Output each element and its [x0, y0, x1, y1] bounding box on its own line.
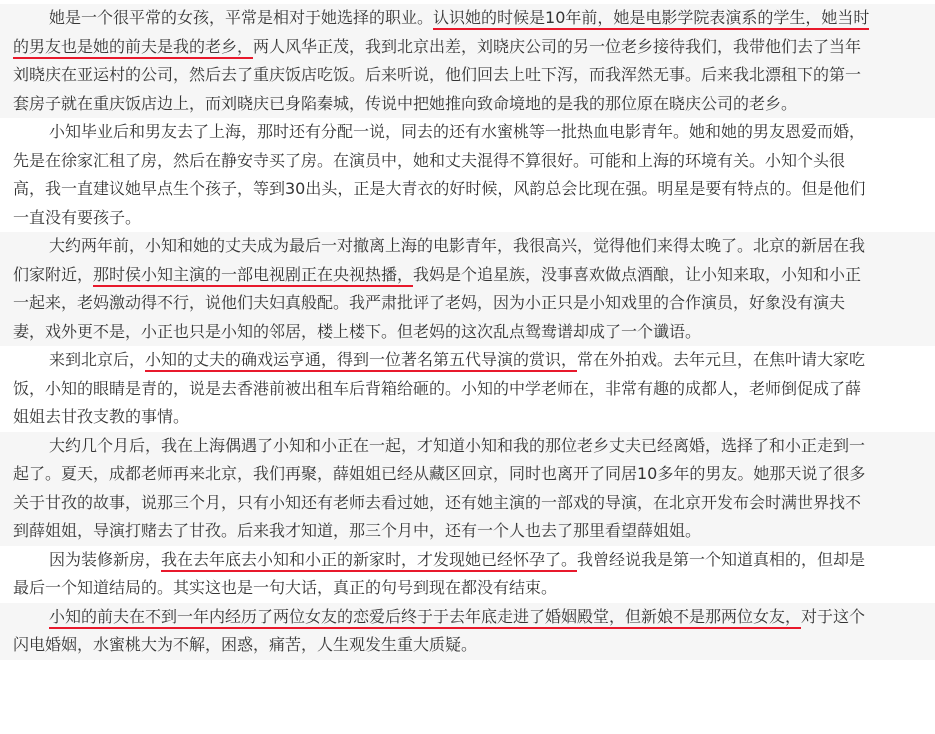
text-segment: 来到北京后，	[49, 350, 146, 369]
text-line	[13, 375, 927, 404]
text-line	[13, 261, 927, 290]
text-line	[13, 517, 927, 546]
text-segment: 大约几个月后，我在上海偶遇了小知和小正在一起，才知道小知和我的那位老乡丈夫已经离婚，选择了和小正走到一	[49, 435, 866, 455]
text-line	[13, 4, 927, 33]
text-line	[13, 204, 927, 233]
text-segment: 到薛姐姐，导演打赌去了甘孜。后来我才知道，那三个月中，还有一个人也去了那里看望薛姐姐。	[13, 521, 702, 540]
highlighted-text: 小知的前夫在不到一年内经历了两位女友的恋爱后终于于去年底走进了婚姻殿堂，但新娘不是那两位女友，	[49, 607, 801, 629]
text-line	[13, 546, 927, 575]
text-segment: 姐姐去甘孜支教的事情。	[13, 407, 190, 426]
text-line	[13, 346, 927, 375]
text-segment: 最后一个知道结局的。其实这也是一句大话，真正的句号到现在都没有结束。	[13, 578, 558, 597]
text-line	[13, 460, 927, 489]
text-segment: 们家附近，	[13, 264, 94, 284]
text-line	[13, 432, 927, 461]
paragraph-4	[0, 346, 935, 432]
text-segment: 两人风华正茂，我到北京出差，刘晓庆公司的另一位老乡接待我们，我带他们去了当年	[253, 36, 862, 56]
text-segment: 常在外拍戏。去年元旦，在焦叶请大家吃	[577, 350, 866, 369]
text-segment: 对于这个	[801, 606, 866, 626]
text-line	[13, 631, 927, 660]
text-segment: 刘晓庆在亚运村的公司，然后去了重庆饭店吃饭。后来听说，他们回去上吐下泻，而我浑然无事。后来我北漂租下的第一	[13, 65, 862, 84]
text-segment: 我妈是个追星族，没事喜欢做点酒酿，让小知来取，小知和小正	[413, 264, 862, 284]
paragraph-3	[0, 232, 935, 346]
text-segment: 她是一个很平常的女孩，平常是相对于她选择的职业。	[49, 8, 434, 27]
highlighted-text: 我在去年底去小知和小正的新家时，才发现她已经怀孕了。	[161, 550, 577, 572]
text-segment: 起了。夏天，成都老师再来北京，我们再聚，薛姐姐已经从藏区回京，同时也离开了同居10多年的男友。她那天说了很多	[13, 464, 866, 483]
text-line	[13, 61, 927, 90]
text-line	[13, 574, 927, 603]
highlighted-text: 那时侯小知主演的一部电视剧正在央视热播，	[93, 265, 413, 287]
text-segment: 关于甘孜的故事，说那三个月，只有小知还有老师去看过她，还有她主演的一部戏的导演，在北京开发布会时满世界找不	[13, 492, 862, 512]
text-line	[13, 489, 927, 518]
text-segment: 一直没有要孩子。	[13, 207, 142, 227]
text-line	[13, 232, 927, 261]
text-line	[13, 318, 927, 347]
highlighted-text: 小知的丈夫的确戏运亨通，得到一位著名第五代导演的赏识，	[145, 350, 577, 372]
highlighted-text: 认识她的时候是10年前，她是电影学院表演系的学生，她当时	[433, 8, 869, 30]
text-line	[13, 403, 927, 432]
text-segment: 小知毕业后和男友去了上海，那时还有分配一说，同去的还有水蜜桃等一批热血电影青年。她和她的男友恩爱而婚，	[49, 122, 866, 141]
paragraph-7	[0, 603, 935, 660]
paragraph-6	[0, 546, 935, 603]
text-segment: 闪电婚姻，水蜜桃大为不解，困惑，痛苦，人生观发生重大质疑。	[13, 635, 478, 654]
text-segment: 大约两年前，小知和她的丈夫成为最后一对撤离上海的电影青年，我很高兴，觉得他们来得太晚了。北京的新居在我	[49, 236, 866, 255]
paragraph-2	[0, 118, 935, 232]
text-line	[13, 33, 927, 62]
text-line	[13, 90, 927, 119]
text-segment: 套房子就在重庆饭店边上，而刘晓庆已身陷秦城，传说中把她推向致命境地的是我的那位原在晓庆公司的老乡。	[13, 93, 798, 113]
text-line	[13, 147, 927, 176]
text-line	[13, 603, 927, 632]
text-segment: 饭，小知的眼睛是青的，说是去香港前被出租车后背箱给砸的。小知的中学老师在，非常有趣的成都人，老师倒促成了薛	[13, 378, 862, 398]
text-line	[13, 175, 927, 204]
text-segment: 妻，戏外更不是，小正也只是小知的邻居，楼上楼下。但老妈的这次乱点鸳鸯谱却成了一个谶语。	[13, 321, 702, 341]
text-line	[13, 118, 927, 147]
text-segment: 因为装修新房，	[49, 549, 162, 569]
text-segment: 一起来，老妈激动得不行，说他们夫妇真般配。我严肃批评了老妈，因为小正只是小知戏里的合作演员，好象没有演夫	[13, 293, 846, 312]
text-segment: 我曾经说我是第一个知道真相的，但却是	[577, 549, 866, 569]
text-segment: 先是在徐家汇租了房，然后在静安寺买了房。在演员中，她和丈夫混得不算很好。可能和上海的环境有关。小知个头很	[13, 150, 846, 170]
paragraph-1	[0, 4, 935, 118]
text-segment: 高，我一直建议她早点生个孩子，等到30出头，正是大青衣的好时候，风韵总会比现在强。明星是要有特点的。但是他们	[13, 179, 866, 198]
highlighted-text: 的男友也是她的前夫是我的老乡，	[13, 37, 253, 59]
text-line	[13, 289, 927, 318]
paragraph-5	[0, 432, 935, 546]
